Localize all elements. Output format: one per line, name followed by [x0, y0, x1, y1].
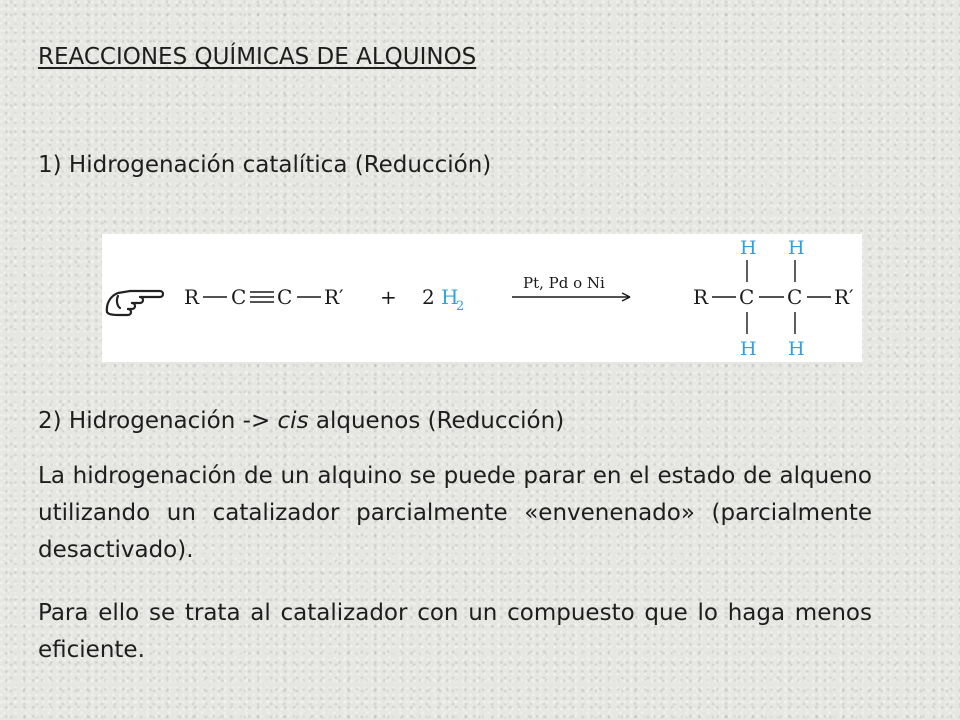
triple-bond	[250, 292, 274, 302]
product-h-top-left: H	[740, 237, 757, 259]
coefficient: 2	[422, 285, 435, 309]
section-2-heading-prefix: 2) Hidrogenación ->	[38, 408, 278, 434]
catalyst-label: Pt, Pd o Ni	[523, 274, 605, 292]
paragraph-catalyst-treatment: Para ello se trata al catalizador con un compuesto que lo haga menos eficiente.	[38, 600, 872, 663]
reactant-r: R	[184, 285, 200, 309]
section-2-heading	[38, 408, 564, 434]
section-1-heading: 1) Hidrogenación catalítica (Reducción)	[38, 152, 492, 178]
reaction-arrow	[512, 293, 630, 301]
product-h-bottom-right: H	[788, 338, 805, 360]
product-r: R	[693, 285, 709, 309]
product-carbon-2: C	[787, 285, 803, 309]
reagent-subscript: 2	[456, 299, 465, 314]
plus-sign: +	[380, 285, 397, 309]
pointing-hand-icon	[107, 291, 163, 315]
paragraph-partial-hydrogenation: La hidrogenación de un alquino se puede parar en el estado de alqueno utilizando un catalizador parcialmente «envenenado» (parcialmente desactivado).	[38, 463, 872, 563]
product-h-bottom-left: H	[740, 338, 757, 360]
reactant-carbon-2: C	[277, 285, 293, 309]
product-carbon-1: C	[739, 285, 755, 309]
slide-title: REACCIONES QUÍMICAS DE ALQUINOS	[38, 44, 477, 70]
reactant-r-prime: R′	[324, 285, 344, 309]
reactant-carbon-1: C	[231, 285, 247, 309]
section-2-heading-italic: cis	[277, 408, 309, 434]
product-r-prime: R′	[834, 285, 854, 309]
reaction-figure	[102, 234, 862, 362]
section-2-heading-suffix: alquenos (Reducción)	[308, 408, 565, 434]
product-h-top-right: H	[788, 237, 805, 259]
reagent-hydrogen: H	[441, 285, 459, 309]
